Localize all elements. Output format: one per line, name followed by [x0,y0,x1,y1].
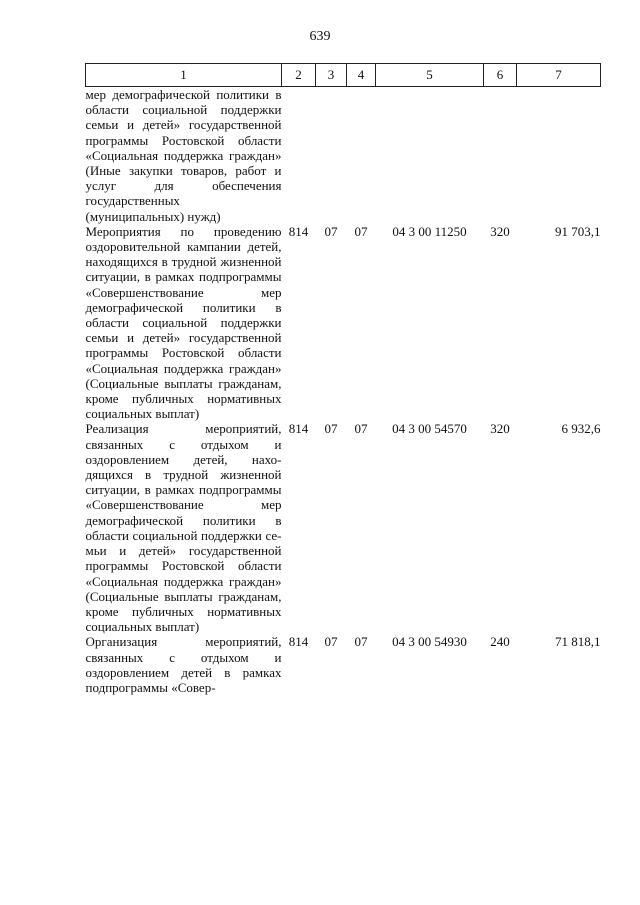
header-col-6: 6 [484,64,517,87]
cell-target-article [376,87,484,224]
cell-target-article: 04 3 00 54570 [392,421,467,437]
page-number: 639 [309,29,331,44]
cell-ministry: 814 [288,421,309,437]
cell-section [316,87,347,224]
cell-ministry: 814 [288,223,309,239]
cell-ministry: 814 [288,634,309,650]
cell-section: 07 [324,421,338,437]
cell-expense-type: 320 [490,223,510,239]
table-row [86,421,601,634]
cell-subsection [347,87,376,224]
row-description: Реализация мероприятий, связанных с отдыхом и оздоровлением детей, находящихся в трудной жизненной ситуации, в рамках подпрограммы «Совершенствование мер демографической политики в области социальной поддержки семьи и детей» государственной программы Ростовской области «Социальная поддержка граждан» (Социальные выплаты гражданам, кроме публичных нормативных социальных выплат) [85,421,282,635]
cell-amount: 71 818,1 [555,634,601,650]
cell-ministry [282,87,316,224]
header-col-1: 1 [86,64,282,87]
cell-amount [517,87,601,224]
table-row [86,224,601,422]
cell-target-article: 04 3 00 54930 [392,634,467,650]
cell-expense-type: 320 [490,421,510,437]
table-row [86,634,601,695]
cell-expense-type: 240 [490,634,510,650]
header-col-5: 5 [376,64,484,87]
cell-expense-type [484,87,517,224]
budget-table [85,63,601,695]
cell-subsection: 07 [354,223,368,239]
cell-amount: 91 703,1 [555,223,601,239]
header-row [86,64,601,87]
header-col-2: 2 [282,64,316,87]
cell-section: 07 [324,223,338,239]
row-description: мер демографической политики в области социальной поддержки семьи и детей» государственной программы Ростовской области «Социальная поддержка граждан» (Иные закупки товаров, работ и услуг для обеспечения государственных (муниципальных) нужд) [85,87,282,224]
header-col-4: 4 [347,64,376,87]
cell-subsection: 07 [354,421,368,437]
header-col-3: 3 [316,64,347,87]
cell-amount: 6 932,6 [561,421,601,437]
row-description: Мероприятия по проведению оздоровительной кампании детей, находящихся в трудной жизненной ситуации, в рамках подпрограммы «Совершенствование мер демографической политики в области социальной поддержки семьи и детей» государственной программы Ростовской области «Социальная поддержка граждан» (Социальные выплаты гражданам, кроме публичных нормативных социальных выплат) [85,223,282,422]
cell-subsection: 07 [354,634,368,650]
table-row [86,87,601,224]
row-description: Организация мероприятий, связанных с отдыхом и оздоровлением детей в рамках подпрограммы «Совер- [85,634,282,695]
header-col-7: 7 [517,64,601,87]
cell-section: 07 [324,634,338,650]
cell-target-article: 04 3 00 11250 [392,223,467,239]
